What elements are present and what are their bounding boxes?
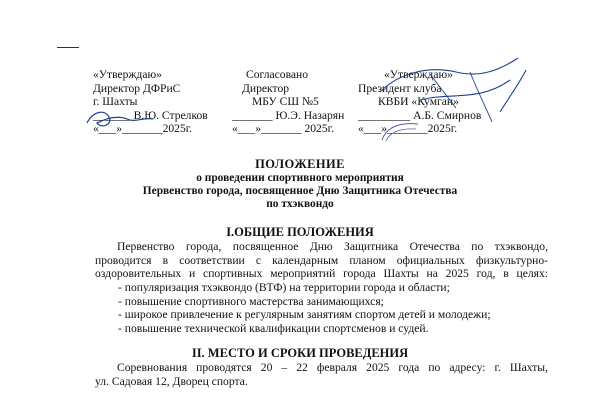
section-venue-paragraph <box>95 361 548 388</box>
approval-line: «___»_______ 2025г. <box>232 122 334 136</box>
approval-line: Согласовано <box>246 68 309 81</box>
signature-stroke-1 <box>83 105 173 131</box>
approval-line: Директор ДФРиС <box>93 81 181 95</box>
approval-line: _______ Ю.Э. Назарян <box>232 108 345 122</box>
list-item: - широкое привлечение к регулярным занятиям спортом детей и молодежи; <box>118 308 491 322</box>
section-heading-general: I.ОБЩИЕ ПОЛОЖЕНИЯ <box>226 225 374 239</box>
list-item: - повышение технической квалификации спортсменов и судей. <box>118 321 429 335</box>
title-subtitle: о проведении спортивного мероприятия <box>196 172 404 184</box>
approval-line: «Утверждаю» <box>93 68 162 81</box>
approval-line: _________ А.Б. Смирнов <box>358 108 482 122</box>
title-sport: по тхэквондо <box>266 198 334 210</box>
approval-header <box>0 0 600 140</box>
section-heading-venue: II. МЕСТО И СРОКИ ПРОВЕДЕНИЯ <box>191 346 409 360</box>
approval-line: «___»_______2025г. <box>93 122 193 136</box>
goals-list <box>118 281 491 335</box>
approval-line: «___»_______2025г. <box>358 122 458 136</box>
document-title: ПОЛОЖЕНИЕ <box>255 157 345 171</box>
list-item: - популяризация тхэквондо (ВТФ) на территории города и области; <box>118 281 450 294</box>
paragraph-line: Соревнования проводятся 20 – 22 февраля 2025 года по адресу: г. Шахты, <box>117 361 548 374</box>
list-item: - повышение спортивного мастерства занимающихся; <box>118 294 384 308</box>
paragraph-line: Первенство города, посвященное Дню Защитника Отечества по тхэквондо, <box>117 240 548 253</box>
approval-line: «Утверждаю» <box>384 68 453 81</box>
title-event-name: Первенство города, посвященное Дню Защитника Отечества <box>142 185 458 197</box>
paragraph-line: проводится в соответствии с календарным планом официальных физкультурно- <box>95 253 548 267</box>
approval-line: МБУ СШ №5 <box>252 95 319 109</box>
approval-line: г. Шахты <box>93 95 138 109</box>
approval-block-sport-school <box>232 68 344 136</box>
paragraph-line: оздоровительных и спортивных мероприятий города Шахты на 2025 год, в целях: <box>95 267 548 281</box>
approval-line: Президент клуба <box>358 81 442 95</box>
section-general-paragraph <box>95 240 548 281</box>
stamp-fragment <box>378 120 422 142</box>
approval-line: КВБИ «Кумган» <box>378 95 459 109</box>
paragraph-line: ул. Садовая 12, Дворец спорта. <box>95 374 248 388</box>
approval-line: _______В.Ю. Стрелков <box>93 108 208 122</box>
approval-line: Директор <box>242 81 290 95</box>
